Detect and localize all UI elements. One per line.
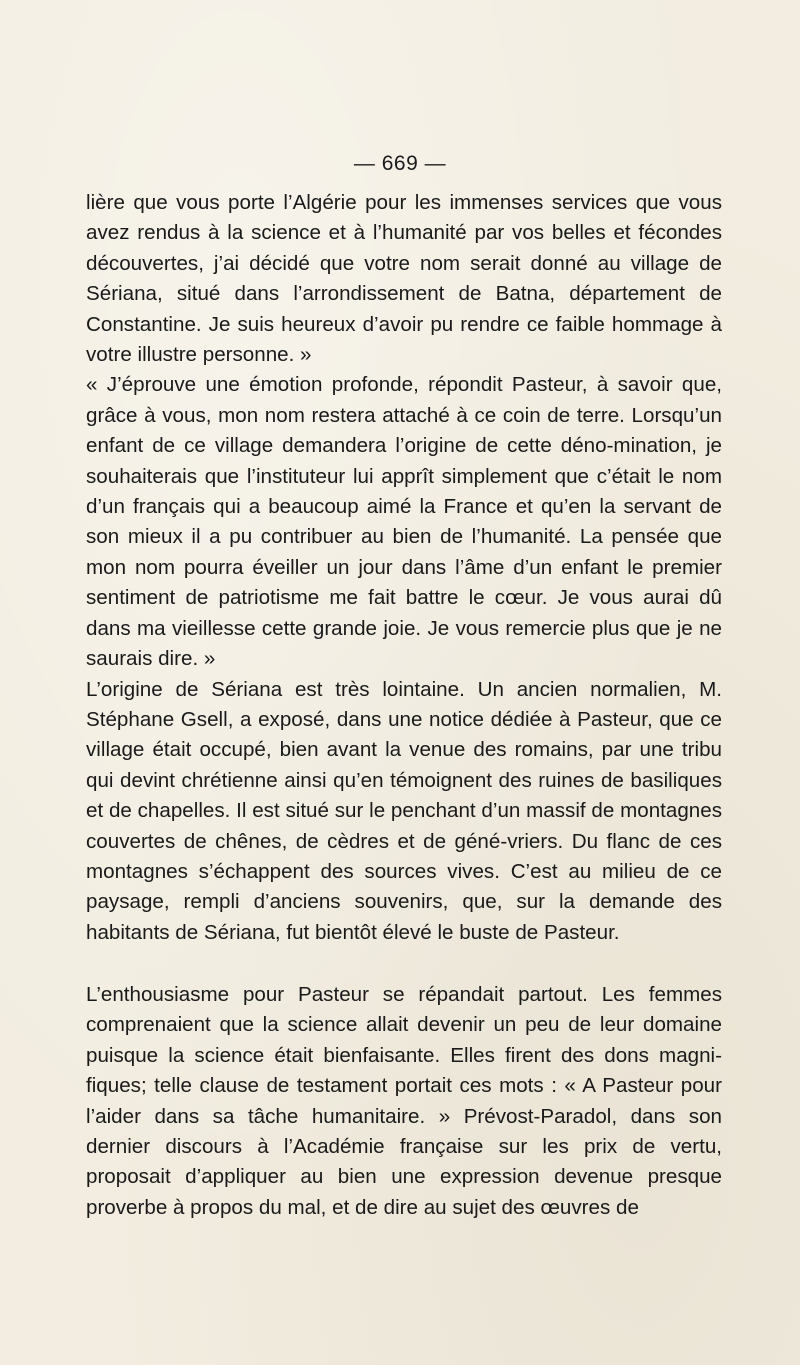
paragraph: « J’éprouve une émotion profonde, répondit Pasteur, à savoir que, grâce à vous, mon nom restera attaché à ce coin de terre. Lorsqu’un enfant de ce village demandera l’origine de cette déno-mination, je souhaiterais que l’instituteur lui apprît simplement que c’était le nom d’un français qui a beaucoup aimé la France et qu’en la servant de son mieux il a pu contribuer au bien de l’humanité. La pensée que mon nom pourra éveiller un jour dans l’âme d’un enfant le premier sentiment de patriotisme me fait battre le cœur. Je vous aurai dû dans ma vieillesse cette grande joie. Je vous remercie plus que je ne saurais dire. » (86, 373, 722, 671)
paragraph: lière que vous porte l’Algérie pour les immenses services que vous avez rendus à la science et à l’humanité par vos belles et fécondes découvertes, j’ai décidé que votre nom serait donné au village de Sériana, situé dans l’arrondissement de Batna, département de Constantine. Je suis heureux d’avoir pu rendre ce faible hommage à votre illustre personne. » (86, 191, 722, 367)
text-section-1 (86, 188, 722, 948)
page-number: — 669 — (353, 152, 447, 175)
paragraph: L’enthousiasme pour Pasteur se répandait partout. Les femmes comprenaient que la science allait devenir un peu de leur domaine puisque la science était bienfaisante. Elles firent des dons magni-fiques; telle clause de testament portait ces mots : « A Pasteur pour l’aider dans sa tâche humanitaire. » Prévost-Paradol, dans son dernier discours à l’Académie française sur les prix de vertu, proposait d’appliquer au bien une expression devenue presque proverbe à propos du mal, et de dire au sujet des œuvres de (86, 983, 722, 1219)
paragraph: L’origine de Sériana est très lointaine. Un ancien normalien, M. Stéphane Gsell, a exposé, dans une notice dédiée à Pasteur, que ce village était occupé, bien avant la venue des romains, par une tribu qui devint chrétienne ainsi qu’en témoignent des ruines de basiliques et de chapelles. Il est situé sur le penchant d’un massif de montagnes couvertes de chênes, de cèdres et de géné-vriers. Du flanc de ces montagnes s’échappent des sources vives. C’est au milieu de ce paysage, rempli d’anciens souvenirs, que, sur la demande des habitants de Sériana, fut bientôt élevé le buste de Pasteur. (86, 677, 722, 944)
text-section-2 (86, 980, 722, 1223)
